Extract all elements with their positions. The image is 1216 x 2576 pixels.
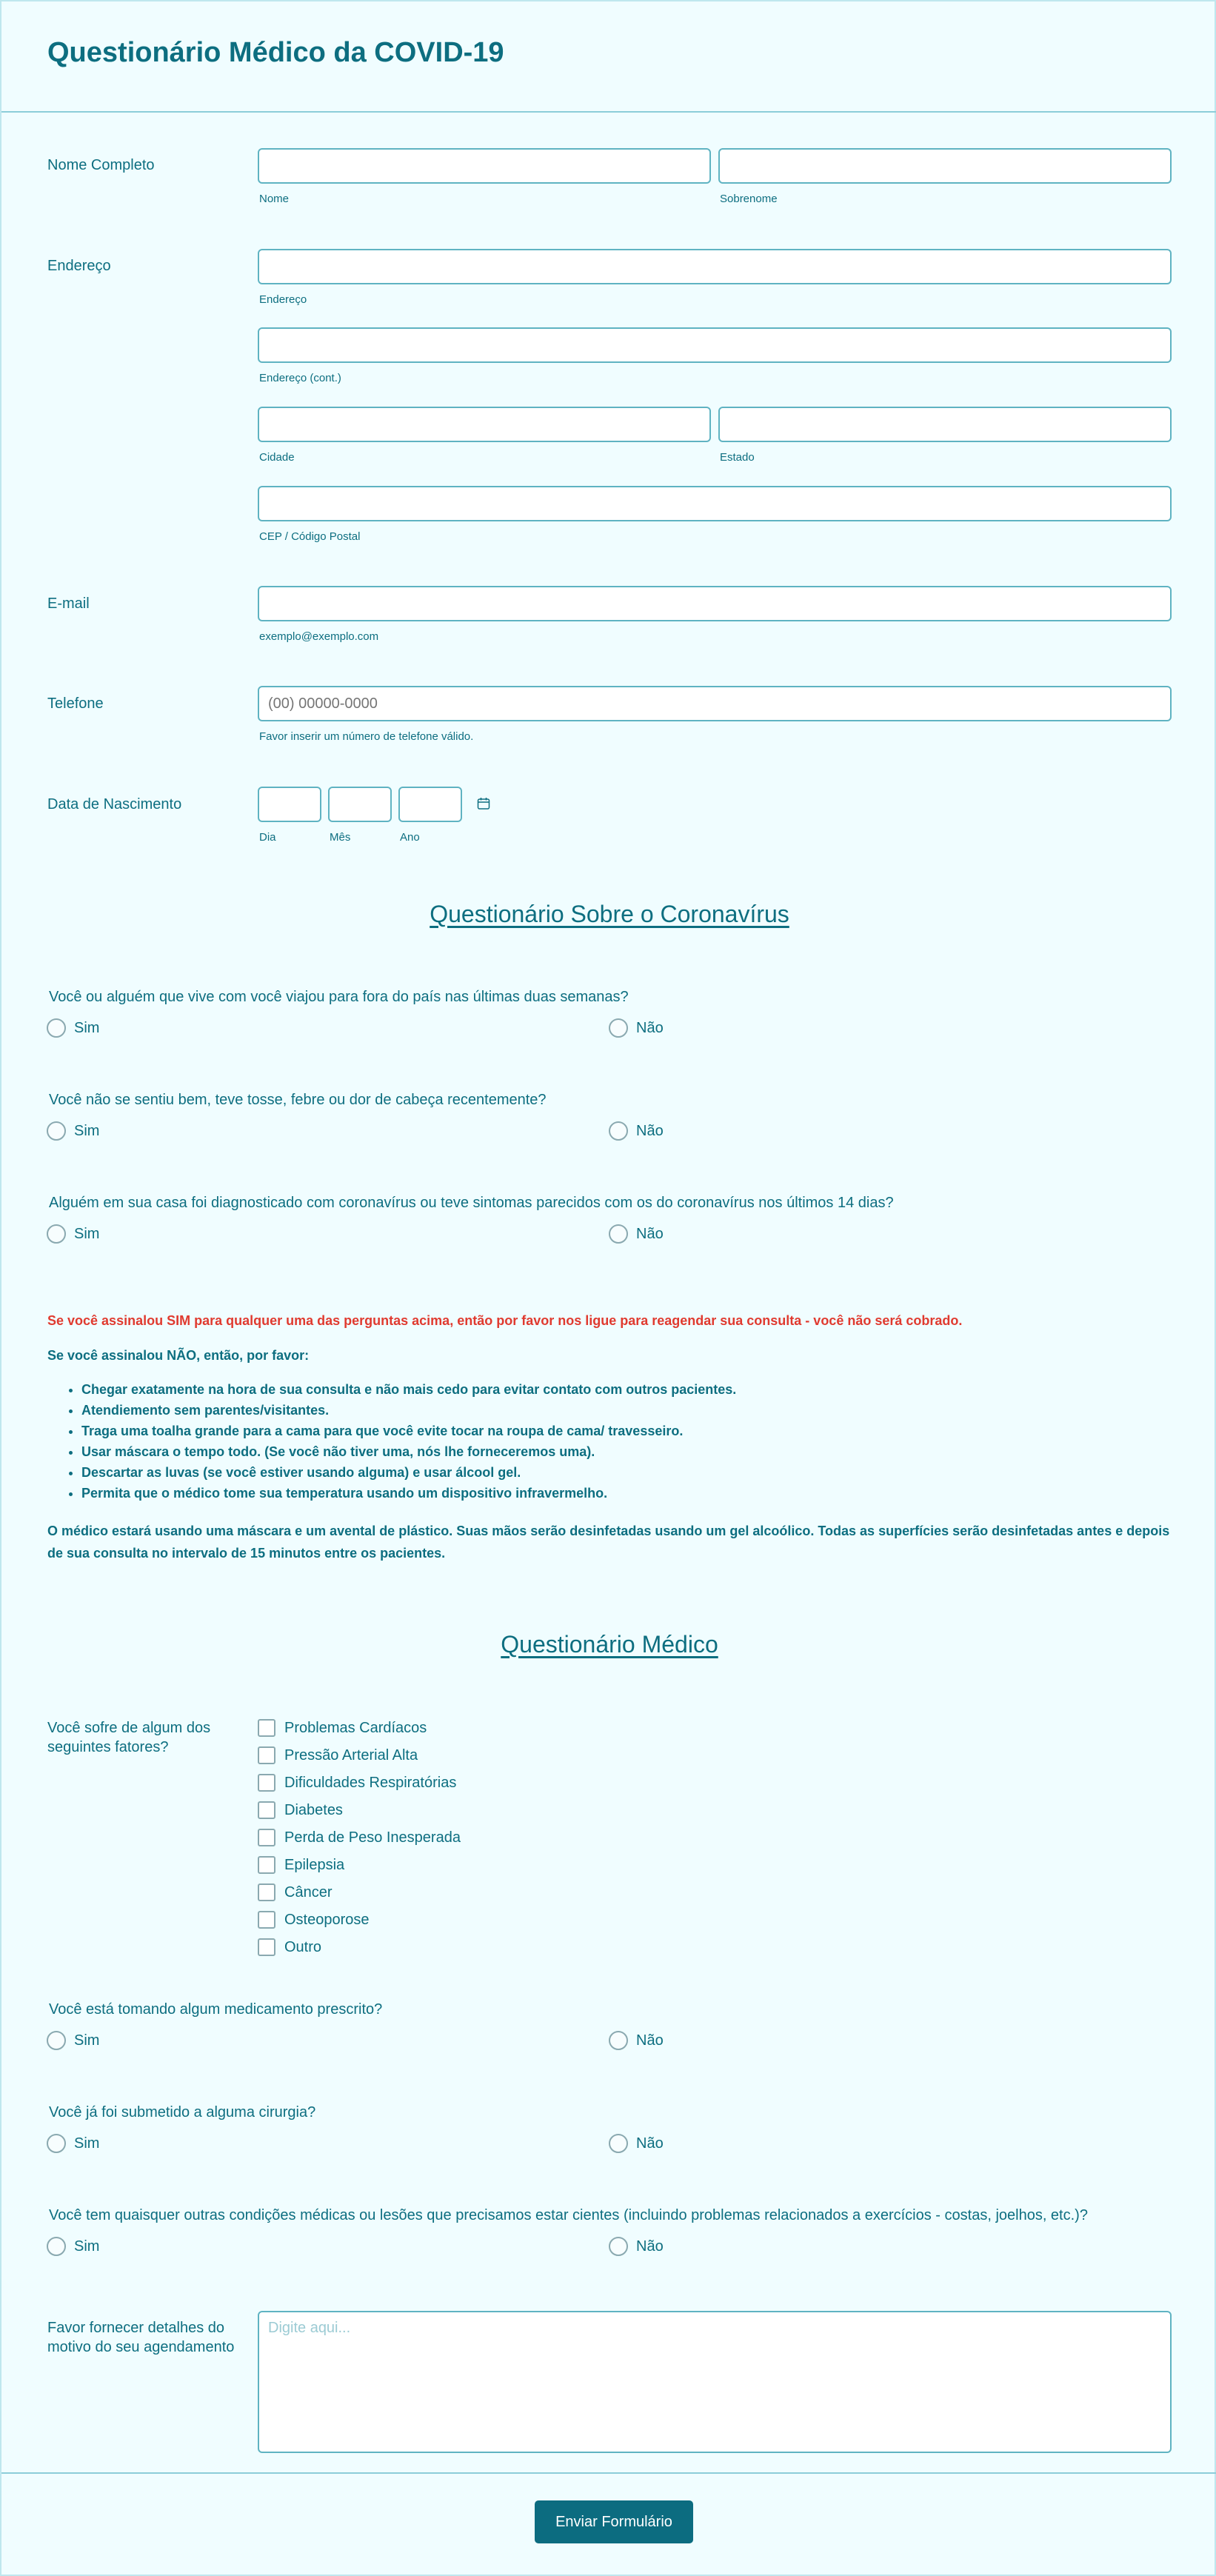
phone-input[interactable] — [258, 686, 1172, 721]
medical-q2-no-radio[interactable] — [609, 2134, 628, 2153]
medical-q2-yes-label[interactable]: Sim — [74, 2135, 100, 2152]
rule-item: • Chegar exatamente na hora de sua consulta e não mais cedo para evitar contato com outros pacientes. — [81, 1379, 736, 1400]
birth-year-sublabel: Ano — [400, 831, 420, 844]
factor-label-blood-pressure[interactable]: Pressão Arterial Alta — [284, 1747, 418, 1764]
notice-yes-text: Se você assinalou SIM para qualquer uma das perguntas acima, então por favor nos ligue para reagendar sua consulta - você não será cobrado. — [47, 1313, 963, 1328]
last-name-input[interactable] — [718, 148, 1172, 184]
rule-item: • Permita que o médico tome sua temperatura usando um dispositivo infravermelho. — [81, 1483, 736, 1504]
corona-q2-no-radio[interactable] — [609, 1121, 628, 1141]
email-input[interactable] — [258, 586, 1172, 621]
medical-q3-no-radio[interactable] — [609, 2237, 628, 2256]
corona-q3-no-radio[interactable] — [609, 1224, 628, 1244]
factor-checkbox-cancer[interactable] — [258, 1883, 275, 1901]
notice-closing-text: O médico estará usando uma máscara e um avental de plástico. Suas mãos serão desinfetadas usando um gel alcoólico. Todas as superfícies serão desinfetadas antes e depois de sua consulta no intervalo de 15 minutos entre os pacientes. — [47, 1524, 1170, 1561]
corona-q2-yes-label[interactable]: Sim — [74, 1123, 100, 1139]
first-name-input[interactable] — [258, 148, 711, 184]
email-sublabel: exemplo@exemplo.com — [259, 630, 379, 643]
calendar-icon[interactable] — [477, 797, 490, 810]
medical-q1-yes-radio[interactable] — [47, 2031, 66, 2050]
corona-question-1: Você ou alguém que vive com você viajou para fora do país nas últimas duas semanas? — [49, 989, 629, 1005]
state-input[interactable] — [718, 407, 1172, 442]
rule-item: • Usar máscara o tempo todo. (Se você não tiver uma, nós lhe forneceremos uma). — [81, 1441, 736, 1462]
email-label: E-mail — [47, 595, 90, 612]
rule-item: • Traga uma toalha grande para a cama para que você evite tocar na roupa de cama/ travesseiro. — [81, 1421, 736, 1441]
factor-checkbox-diabetes[interactable] — [258, 1801, 275, 1819]
corona-question-3: Alguém em sua casa foi diagnosticado com coronavírus ou teve sintomas parecidos com os do coronavírus nos últimos 14 dias? — [49, 1195, 894, 1211]
notice-no-text: Se você assinalou NÃO, então, por favor: — [47, 1348, 310, 1363]
factor-checkbox-blood-pressure[interactable] — [258, 1746, 275, 1764]
factor-label-other[interactable]: Outro — [284, 1939, 322, 1955]
zip-sublabel: CEP / Código Postal — [259, 530, 361, 543]
zip-input[interactable] — [258, 486, 1172, 521]
factors-label: Você sofre de algum dos seguintes fatores? — [47, 1720, 211, 1755]
state-sublabel: Estado — [720, 451, 755, 464]
corona-q3-yes-label[interactable]: Sim — [74, 1226, 100, 1242]
birth-month-sublabel: Mês — [330, 831, 351, 844]
medical-q3-yes-radio[interactable] — [47, 2237, 66, 2256]
birth-day-input[interactable] — [258, 787, 321, 822]
rule-item: • Atendiemento sem parentes/visitantes. — [81, 1400, 736, 1421]
rule-item: • Descartar as luvas (se você estiver usando alguma) e usar álcool gel. — [81, 1462, 736, 1483]
corona-q3-yes-radio[interactable] — [47, 1224, 66, 1244]
factor-label-cancer[interactable]: Câncer — [284, 1884, 333, 1901]
medical-q3-yes-label[interactable]: Sim — [74, 2238, 100, 2255]
birth-label: Data de Nascimento — [47, 796, 182, 812]
address-line1-sublabel: Endereço — [259, 293, 307, 306]
city-input[interactable] — [258, 407, 711, 442]
medical-q2-no-label[interactable]: Não — [636, 2135, 664, 2152]
birth-year-input[interactable] — [398, 787, 462, 822]
birth-day-sublabel: Dia — [259, 831, 276, 844]
medical-q1-yes-label[interactable]: Sim — [74, 2032, 100, 2049]
form-header — [1, 1, 1216, 113]
corona-q1-no-radio[interactable] — [609, 1018, 628, 1038]
medical-question-2: Você já foi submetido a alguma cirurgia? — [49, 2104, 316, 2120]
phone-label: Telefone — [47, 695, 104, 712]
address-line2-sublabel: Endereço (cont.) — [259, 372, 341, 384]
details-textarea[interactable]: Digite aqui... — [258, 2311, 1172, 2453]
corona-q2-no-label[interactable]: Não — [636, 1123, 664, 1139]
factor-checkbox-other[interactable] — [258, 1938, 275, 1956]
city-sublabel: Cidade — [259, 451, 295, 464]
medical-question-1: Você está tomando algum medicamento prescrito? — [49, 2001, 383, 2018]
corona-q2-yes-radio[interactable] — [47, 1121, 66, 1141]
corona-section-title: Questionário Sobre o Coronavírus — [430, 901, 789, 927]
rules-list — [81, 1379, 736, 1504]
phone-sublabel: Favor inserir um número de telefone válido. — [259, 730, 474, 743]
address-line1-input[interactable] — [258, 249, 1172, 284]
factor-label-epilepsy[interactable]: Epilepsia — [284, 1857, 345, 1873]
factor-checkbox-respiratory[interactable] — [258, 1774, 275, 1792]
first-name-sublabel: Nome — [259, 193, 290, 205]
factor-checkbox-osteoporosis[interactable] — [258, 1911, 275, 1929]
factor-checkbox-heart[interactable] — [258, 1719, 275, 1737]
name-label: Nome Completo — [47, 157, 155, 173]
details-label: Favor fornecer detalhes do motivo do seu agendamento — [47, 2320, 235, 2355]
factor-label-heart[interactable]: Problemas Cardíacos — [284, 1720, 427, 1736]
medical-q1-no-label[interactable]: Não — [636, 2032, 664, 2049]
factor-label-diabetes[interactable]: Diabetes — [284, 1802, 343, 1818]
corona-q3-no-label[interactable]: Não — [636, 1226, 664, 1242]
factor-label-osteoporosis[interactable]: Osteoporose — [284, 1912, 370, 1928]
address-line2-input[interactable] — [258, 327, 1172, 363]
factor-label-respiratory[interactable]: Dificuldades Respiratórias — [284, 1775, 457, 1791]
last-name-sublabel: Sobrenome — [720, 193, 778, 205]
factor-checkbox-epilepsy[interactable] — [258, 1856, 275, 1874]
submit-button[interactable]: Enviar Formulário — [535, 2500, 693, 2543]
medical-question-3: Você tem quaisquer outras condições médicas ou lesões que precisamos estar cientes (incluindo problemas relacionados a exercícios - costas, joelhos, etc.)? — [49, 2207, 1088, 2223]
factor-label-weight-loss[interactable]: Perda de Peso Inesperada — [284, 1829, 461, 1846]
medical-q3-no-label[interactable]: Não — [636, 2238, 664, 2255]
address-label: Endereço — [47, 258, 111, 274]
corona-q1-yes-radio[interactable] — [47, 1018, 66, 1038]
form-title: Questionário Médico da COVID-19 — [47, 37, 504, 68]
medical-q1-no-radio[interactable] — [609, 2031, 628, 2050]
medical-q2-yes-radio[interactable] — [47, 2134, 66, 2153]
corona-q1-no-label[interactable]: Não — [636, 1020, 664, 1036]
factor-checkbox-weight-loss[interactable] — [258, 1829, 275, 1846]
corona-q1-yes-label[interactable]: Sim — [74, 1020, 100, 1036]
medical-section-title: Questionário Médico — [501, 1631, 718, 1658]
birth-month-input[interactable] — [328, 787, 392, 822]
corona-question-2: Você não se sentiu bem, teve tosse, febre ou dor de cabeça recentemente? — [49, 1092, 547, 1108]
